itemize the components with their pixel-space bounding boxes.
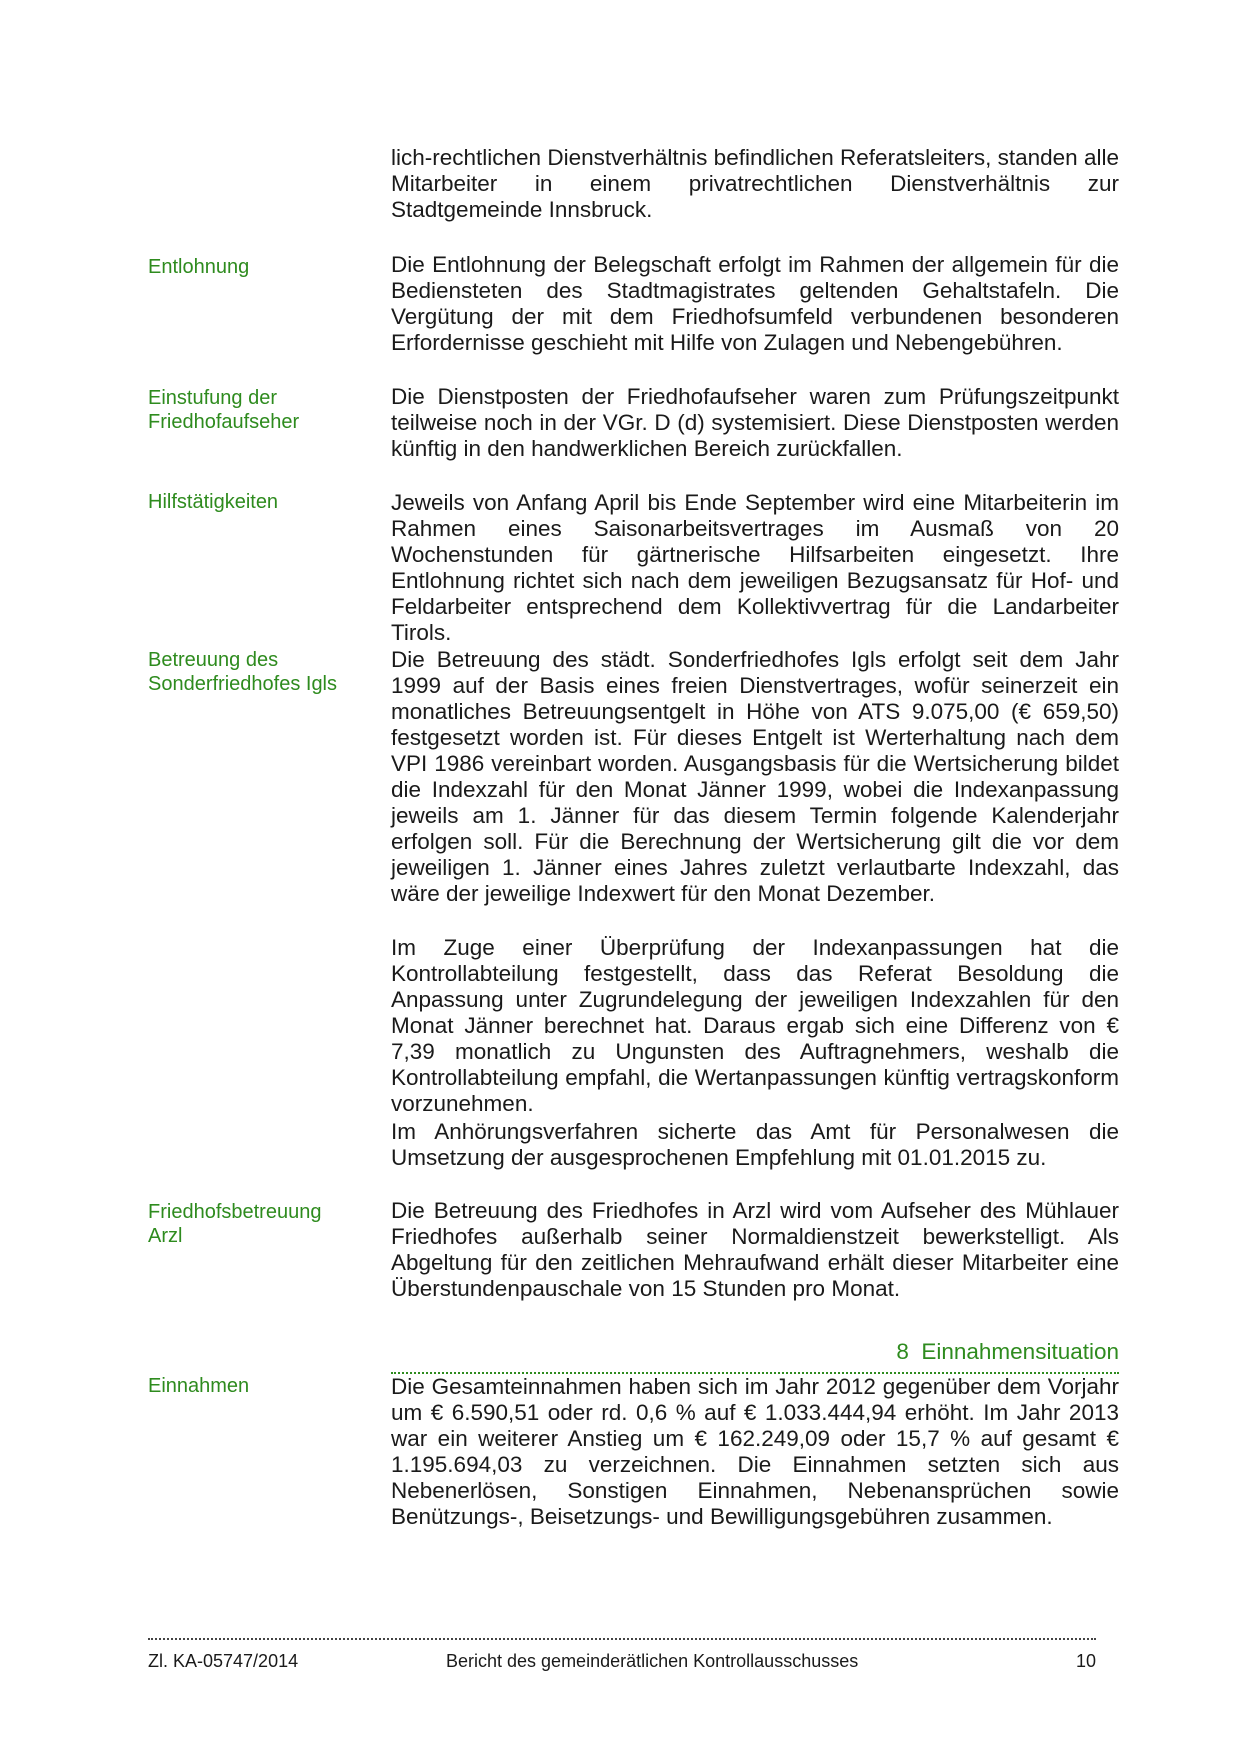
section-number: 8 [896,1339,909,1364]
margin-label-igls [148,648,378,696]
paragraph-einstufung: Die Dienstposten der Friedhofaufseher waren zum Prüfungszeitpunkt teilweise noch in der VGr. D (d) systemisiert. Diese Dienstposten werden künftig in den handwerklichen Bereich zurückfallen. [391,384,1119,461]
margin-label-line: Friedhofsbetreuung [148,1201,322,1223]
paragraph-intro: lich-rechtlichen Dienstverhältnis befindlichen Referatsleiters, standen alle Mitarbeiter in einem privatrechtlichen Dienstverhältnis zur Stadtgemeinde Innsbruck. [391,145,1119,222]
paragraph-igls-1: Die Betreuung des städt. Sonderfriedhofes Igls erfolgt seit dem Jahr 1999 auf der Basis eines freien Dienstvertrages, wofür seinerzeit ein monatliches Betreuungsentgelt in Höhe von ATS 9.075,00 (€ 659,50) festgesetzt worden ist. Für dieses Entgelt ist Werterhaltung nach dem VPI 1986 vereinbart worden. Ausgangsbasis für die Wertsicherung bildet die Indexzahl für den Monat Jänner 1999, wobei die Indexanpassung jeweils am 1. Jänner für das diesem Termin folgende Kalenderjahr erfolgen soll. Für die Berechnung der Wertsicherung gilt die vor dem jeweiligen 1. Jänner eines Jahres zuletzt verlautbarte Indexzahl, das wäre der jeweilige Indexwert für den Monat Dezember. [391,647,1119,906]
footer-divider [148,1638,1096,1640]
section-heading [391,1338,1119,1366]
page-number: 10 [1075,1651,1096,1671]
paragraph-entlohnung: Die Entlohnung der Belegschaft erfolgt im Rahmen der allgemein für die Bediensteten des Stadtmagistrates geltenden Gehaltstafeln. Die Vergütung der mit dem Friedhofsumfeld verbundenen besonderen Erfordernisse geschieht mit Hilfe von Zulagen und Nebengebühren. [391,252,1119,355]
margin-label-line: Friedhofaufseher [148,411,300,433]
margin-label-hilfstaetigkeiten: Hilfstätigkeiten [148,491,279,513]
margin-label-line: Sonderfriedhofes Igls [148,673,338,695]
margin-label-einstufung [148,386,378,434]
margin-label-line: Arzl [148,1225,183,1247]
margin-label-line: Betreuung des [148,649,279,671]
margin-label-einnahmen: Einnahmen [148,1375,250,1397]
paragraph-einnahmen: Die Gesamteinnahmen haben sich im Jahr 2012 gegenüber dem Vorjahr um € 6.590,51 oder rd. 0,6 % auf € 1.033.444,94 erhöht. Im Jahr 2013 war ein weiterer Anstieg um € 162.249,09 oder 15,7 % auf gesamt € 1.195.694,03 zu verzeichnen. Die Einnahmen setzten sich aus Nebenerlösen, Sonstigen Einnahmen, Nebenansprüchen sowie Benützungs-, Beisetzungs- und Bewilligungsgebühren zusammen. [391,1374,1119,1529]
footer-reference: Zl. KA-05747/2014 [148,1651,299,1671]
paragraph-arzl: Die Betreuung des Friedhofes in Arzl wird vom Aufseher des Mühlauer Friedhofes außerhalb seiner Normaldienstzeit bewerkstelligt. Als Abgeltung für den zeitlichen Mehraufwand erhält dieser Mitarbeiter eine Überstundenpauschale von 15 Stunden pro Monat. [391,1198,1119,1301]
footer-report-title: Bericht des gemeinderätlichen Kontrollausschusses [446,1651,859,1671]
paragraph-hilfstaetigkeiten: Jeweils von Anfang April bis Ende September wird eine Mitarbeiterin im Rahmen eines Saisonarbeitsvertrages im Ausmaß von 20 Wochenstunden für gärtnerische Hilfsarbeiten eingesetzt. Ihre Entlohnung richtet sich nach dem jeweiligen Bezugsansatz für Hof- und Feldarbeiter entsprechend dem Kollektivvertrag für die Landarbeiter Tirols. [391,490,1119,645]
paragraph-igls-3: Im Anhörungsverfahren sicherte das Amt für Personalwesen die Umsetzung der ausgesprochenen Empfehlung mit 01.01.2015 zu. [391,1119,1119,1170]
margin-label-entlohnung: Entlohnung [148,256,250,278]
section-title: Einnahmensituation [921,1339,1119,1364]
margin-label-arzl [148,1200,378,1248]
margin-label-line: Einstufung der [148,387,277,409]
paragraph-igls-2: Im Zuge einer Überprüfung der Indexanpassungen hat die Kontrollabteilung festgestellt, dass das Referat Besoldung die Anpassung unter Zugrundelegung der jeweiligen Indexzahlen für den Monat Jänner berechnet hat. Daraus ergab sich eine Differenz von € 7,39 monatlich zu Ungunsten des Auftragnehmers, weshalb die Kontrollabteilung empfahl, die Wertanpassungen künftig vertragskonform vorzunehmen. [391,935,1119,1116]
